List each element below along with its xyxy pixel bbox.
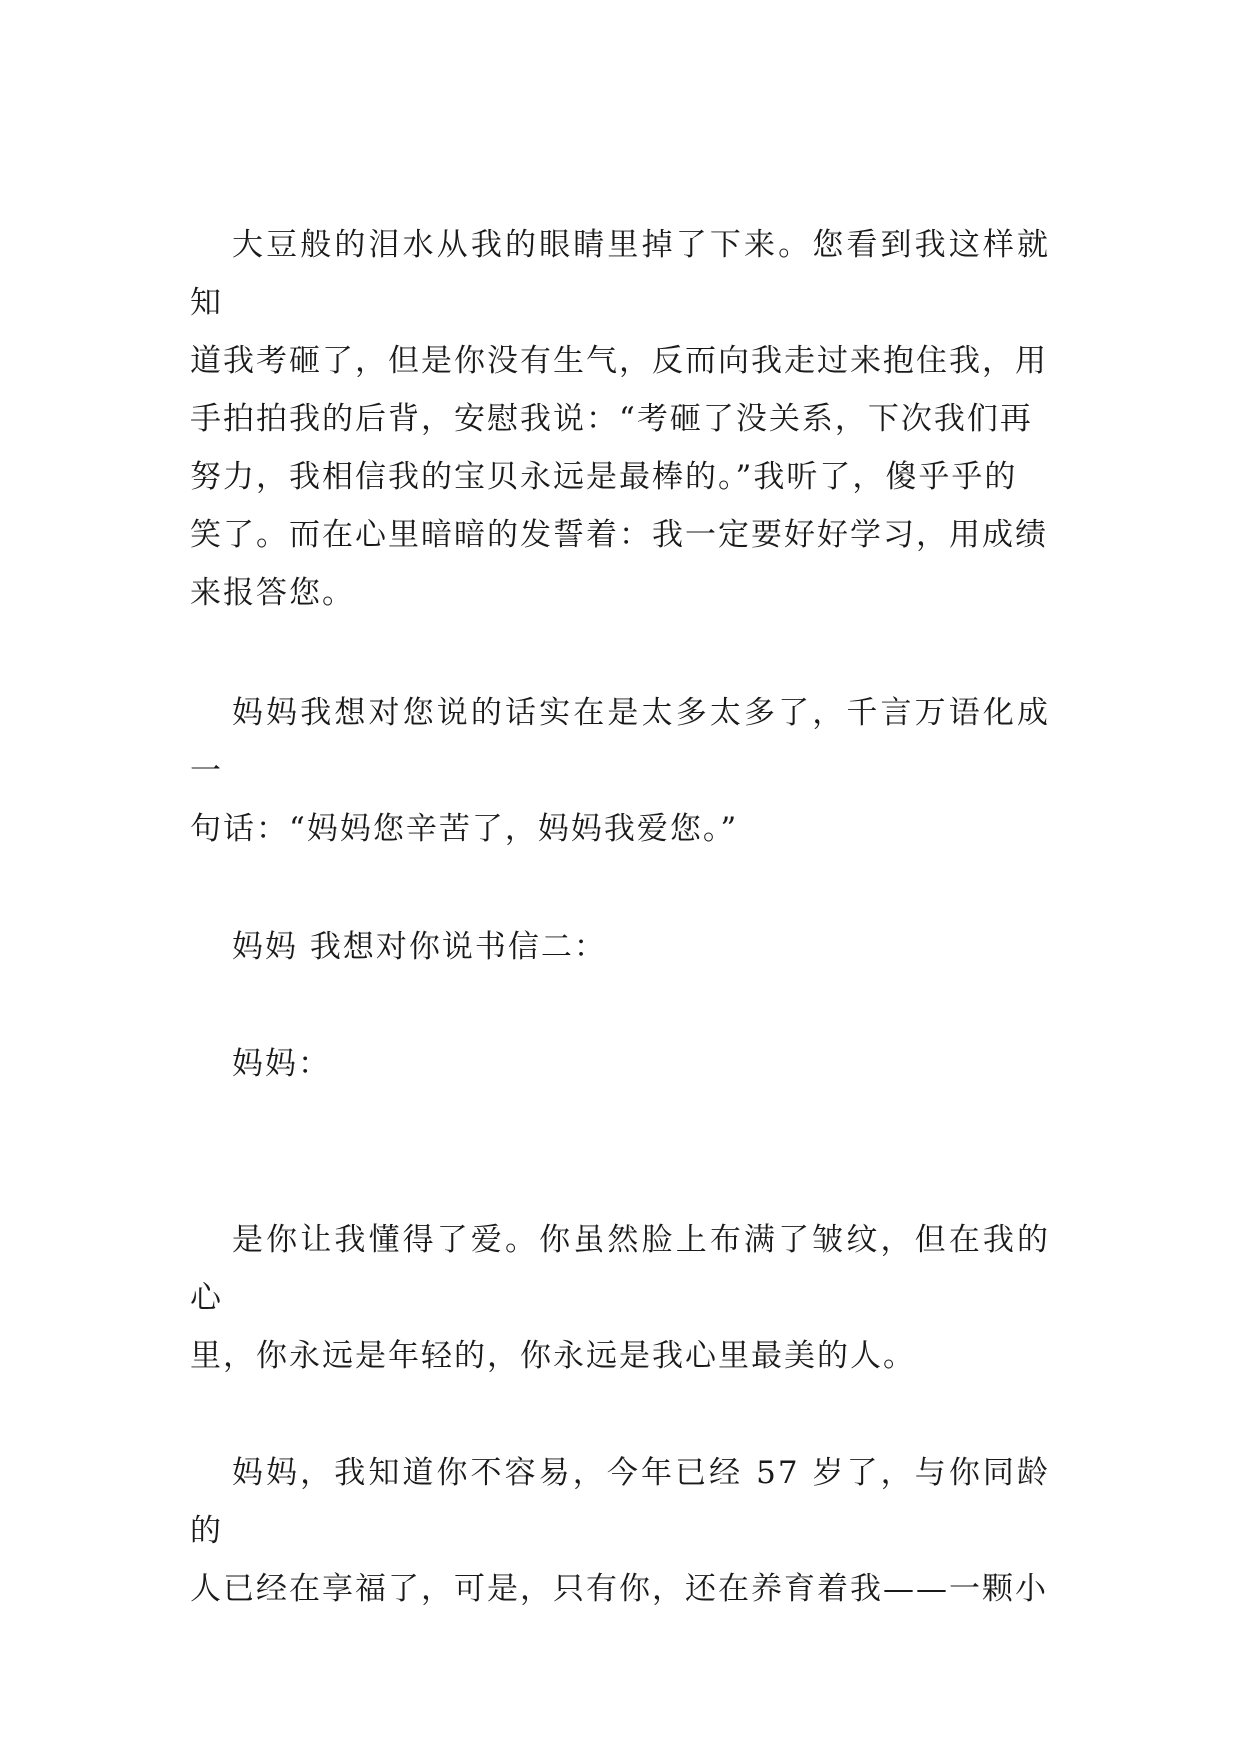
paragraph-crying-after-exam: [190, 216, 1050, 622]
text-line: 人已经在享福了，可是，只有你，还在养育着我——一颗小: [190, 1571, 1048, 1607]
letter-salutation: [190, 1035, 1050, 1093]
letter-two-heading: [190, 918, 1050, 976]
text-line: 妈妈：: [232, 1046, 331, 1082]
text-line: 妈妈，我知道你不容易，今年已经 57 岁了，与你同龄的: [190, 1455, 1050, 1549]
text-line: 里，你永远是年轻的，你永远是我心里最美的人。: [190, 1338, 916, 1374]
text-line: 妈妈我想对您说的话实在是太多太多了，千言万语化成一: [190, 695, 1050, 789]
text-line: 来报答您。: [190, 575, 355, 611]
text-line: 大豆般的泪水从我的眼睛里掉了下来。您看到我这样就知: [190, 227, 1050, 321]
paragraph-words-to-mom: [190, 684, 1050, 858]
text-line: 手拍拍我的后背，安慰我说：“考砸了没关系，下次我们再: [190, 401, 1033, 437]
text-line: 努力，我相信我的宝贝永远是最棒的。”我听了，傻乎乎的: [190, 459, 1018, 495]
paragraph-not-easy: [190, 1444, 1050, 1618]
text-line: 道我考砸了，但是你没有生气，反而向我走过来抱住我，用: [190, 343, 1048, 379]
text-line: 妈妈 我想对你说书信二：: [232, 929, 607, 965]
paragraph-taught-love: [190, 1211, 1050, 1385]
text-line: 句话：“妈妈您辛苦了，妈妈我爱您。”: [190, 811, 739, 847]
text-line: 是你让我懂得了爱。你虽然脸上布满了皱纹，但在我的心: [190, 1222, 1050, 1316]
text-line: 笑了。而在心里暗暗的发誓着：我一定要好好学习，用成绩: [190, 517, 1048, 553]
